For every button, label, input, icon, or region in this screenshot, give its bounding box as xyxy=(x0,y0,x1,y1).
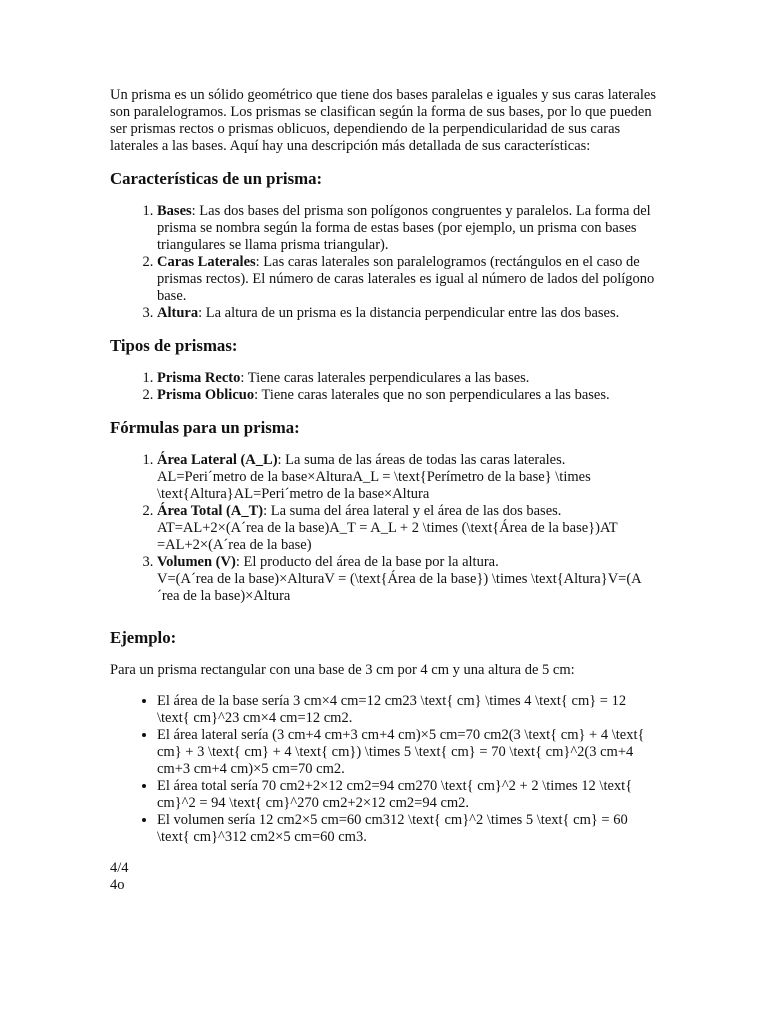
item-term: Área Lateral (A_L) xyxy=(157,452,278,468)
item-text: : La suma de las áreas de todas las caras laterales. xyxy=(277,452,566,468)
item-text: : Las dos bases del prisma son polígonos congruentes y paralelos. La forma del prisma se nombra según la forma de estas bases (por ejemplo, un prisma con bases triangulares se llama prisma triangular). xyxy=(157,203,651,253)
list-item xyxy=(157,254,658,305)
footer-model-label: 4o xyxy=(110,877,125,893)
formulas-list xyxy=(110,452,658,605)
item-text: : Tiene caras laterales que no son perpendiculares a las bases. xyxy=(254,387,610,403)
list-item xyxy=(157,387,658,404)
list-item xyxy=(157,305,658,322)
list-item xyxy=(157,554,658,605)
item-term: Bases xyxy=(157,203,192,219)
ejemplo-heading: Ejemplo: xyxy=(110,628,177,647)
formula-text: AL=Peri´metro de la base×AlturaA_L = \text{Perímetro de la base} \times \text{Altura}AL=Peri´metro de la base×Altura xyxy=(157,469,591,502)
caracteristicas-heading: Características de un prisma: xyxy=(110,169,323,188)
footer-page-count: 4/4 xyxy=(110,860,129,876)
list-item: • El área de la base sería 3 cm×4 cm=12 cm23 \text{ cm} \times 4 \text{ cm} = 12 \text{ cm}^23 cm×4 cm=12 cm2. xyxy=(157,693,658,727)
list-item xyxy=(157,503,658,554)
formula-text: V=(A´rea de la base)×AlturaV = (\text{Área de la base}) \times \text{Altura}V=(A´rea de la base)×Altura xyxy=(157,571,642,604)
list-item xyxy=(157,203,658,254)
ejemplo-lead: Para un prisma rectangular con una base de 3 cm por 4 cm y una altura de 5 cm: xyxy=(110,662,575,678)
item-text: : Las caras laterales son paralelogramos (rectángulos en el caso de prismas rectos). El número de caras laterales es igual al número de lados del polígono base. xyxy=(157,254,655,304)
list-item: • El área lateral sería (3 cm+4 cm+3 cm+4 cm)×5 cm=70 cm2(3 \text{ cm} + 4 \text{ cm} + 3 \text{ cm} + 4 \text{ cm}) \times 5 \text{ cm} = 70 \text{ cm}^2(3 cm+4 cm+3 cm+4 cm)×5 cm=70 cm2. xyxy=(157,727,658,778)
item-term: Prisma Oblicuo xyxy=(157,387,255,403)
formulas-heading: Fórmulas para un prisma: xyxy=(110,418,300,437)
item-term: Altura xyxy=(157,305,199,321)
list-item xyxy=(157,452,658,503)
document-page xyxy=(110,87,658,894)
item-term: Prisma Recto xyxy=(157,370,241,386)
caracteristicas-list xyxy=(110,203,658,322)
item-text: : La suma del área lateral y el área de las dos bases. xyxy=(263,503,562,519)
intro-paragraph: Un prisma es un sólido geométrico que tiene dos bases paralelas e iguales y sus caras laterales son paralelogramos. Los prismas se clasifican según la forma de sus bases, por lo que pueden ser prismas rectos o prismas oblicuos, dependiendo de la perpendicularidad de sus caras laterales a las bases. Aquí hay una descripción más detallada de sus características: xyxy=(110,87,656,154)
item-term: Caras Laterales xyxy=(157,254,256,270)
tipos-list xyxy=(110,370,658,404)
tipos-heading: Tipos de prismas: xyxy=(110,336,238,355)
list-item: • El volumen sería 12 cm2×5 cm=60 cm312 \text{ cm}^2 \times 5 \text{ cm} = 60 \text{ cm}^312 cm2×5 cm=60 cm3. xyxy=(157,812,658,846)
item-text: : El producto del área de la base por la altura. xyxy=(235,554,499,570)
formula-text: AT=AL+2×(A´rea de la base)A_T = A_L + 2 \times (\text{Área de la base})AT =AL+2×(A´rea de la base) xyxy=(157,520,618,553)
item-term: Volumen (V) xyxy=(157,554,236,570)
ejemplo-list xyxy=(110,693,658,846)
item-text: : La altura de un prisma es la distancia perpendicular entre las dos bases. xyxy=(198,305,620,321)
list-item xyxy=(157,370,658,387)
list-item: • El área total sería 70 cm2+2×12 cm2=94 cm270 \text{ cm}^2 + 2 \times 12 \text{ cm}^2 = 94 \text{ cm}^270 cm2+2×12 cm2=94 cm2. xyxy=(157,778,658,812)
item-term: Área Total (A_T) xyxy=(157,503,264,519)
item-text: : Tiene caras laterales perpendiculares a las bases. xyxy=(240,370,530,386)
